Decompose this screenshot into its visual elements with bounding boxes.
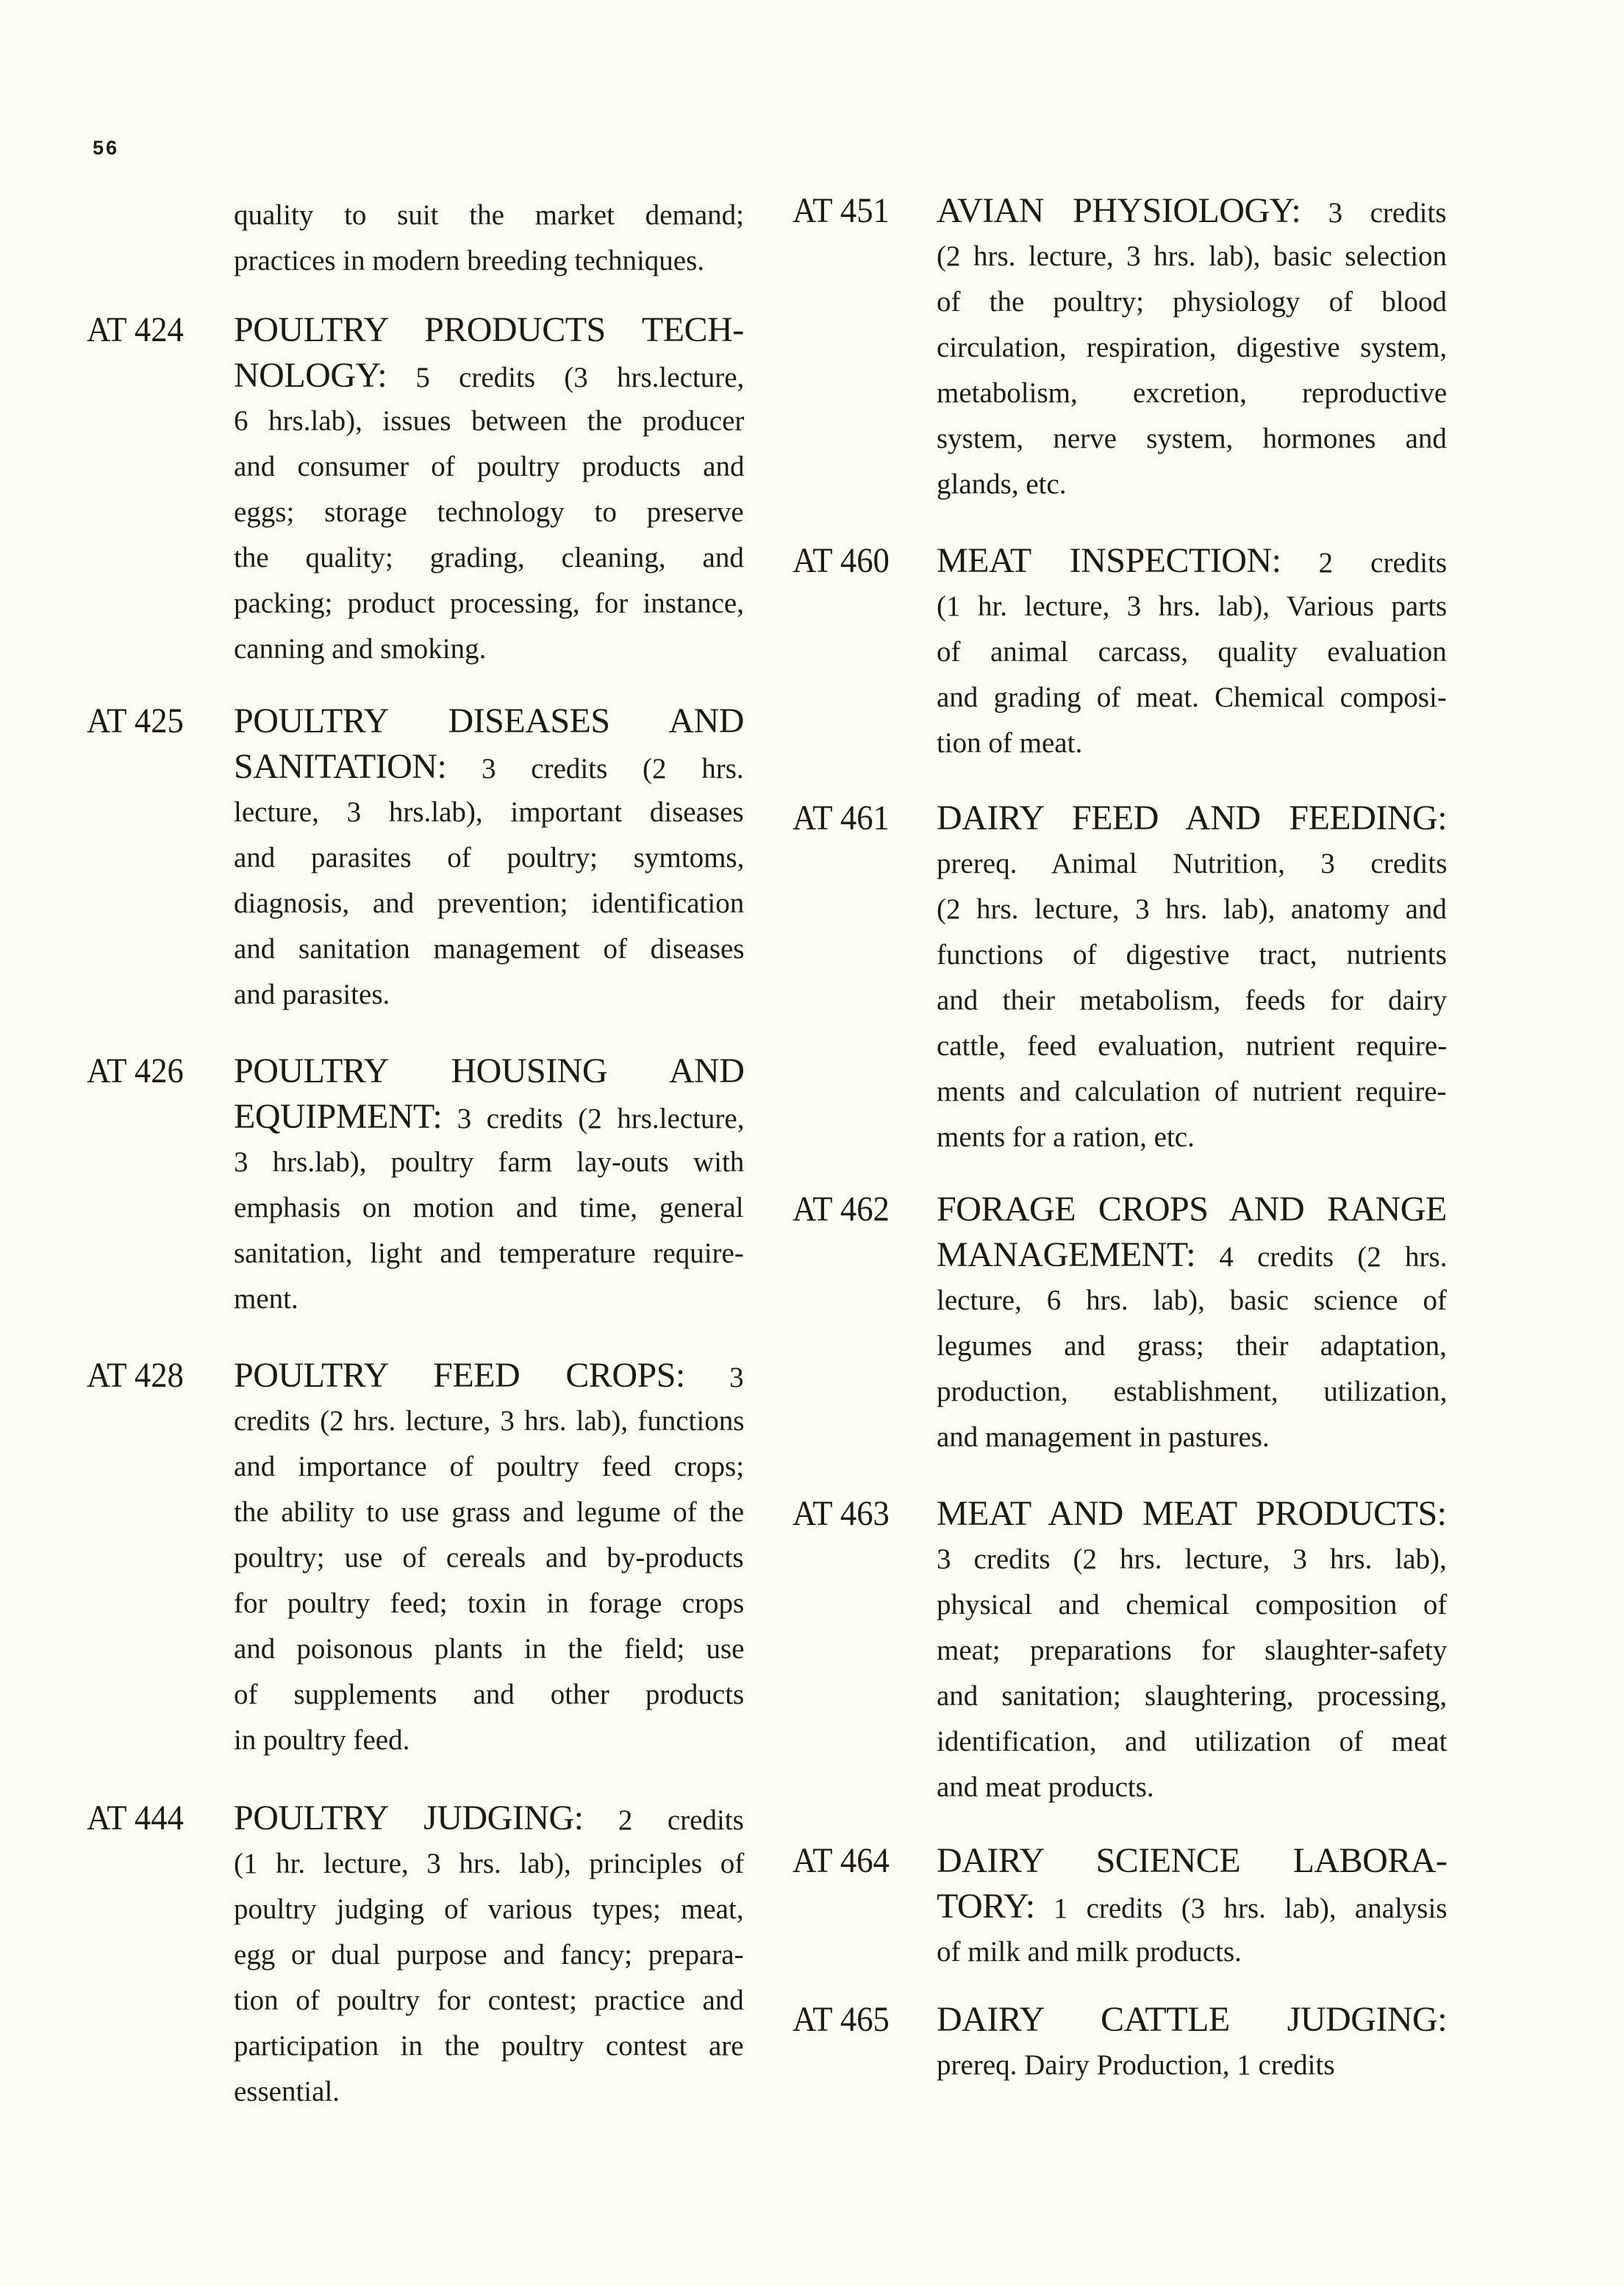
- course-description: [234, 1049, 744, 1322]
- course-credits: 3 credits (2 hrs.: [446, 753, 744, 785]
- course-body-text: and sanitation; slaughtering, processing,: [937, 1680, 1448, 1712]
- course-body-text: identification, and utilization of meat: [937, 1726, 1448, 1757]
- text-line: [234, 1140, 744, 1185]
- text-line: [937, 1765, 1447, 1810]
- course-title: POULTRY PRODUCTS TECH-: [234, 310, 744, 349]
- course-title: MANAGEMENT:: [937, 1235, 1196, 1274]
- text-line: [937, 1491, 1447, 1537]
- course-code: AT 451: [793, 191, 890, 230]
- course-body-text: meat; preparations for slaughter-safety: [937, 1635, 1448, 1666]
- course-code: AT 464: [793, 1841, 890, 1880]
- text-line: [937, 2043, 1447, 2088]
- course-code: AT 428: [87, 1356, 184, 1395]
- course-body-text: glands, etc.: [937, 468, 1067, 500]
- text-line: [234, 626, 744, 672]
- text-line: [937, 1719, 1447, 1765]
- course-code: AT 425: [87, 701, 184, 740]
- course-body-text: for poultry feed; toxin in forage crops: [234, 1587, 745, 1619]
- text-line: [937, 1929, 1447, 1975]
- course-credits: 2 credits: [1281, 547, 1448, 579]
- text-line: [234, 399, 744, 444]
- text-line: practices in modern breeding techniques.: [234, 245, 705, 276]
- text-line: [937, 1187, 1447, 1232]
- text-line: [234, 1841, 744, 1887]
- course-title: MEAT AND MEAT PRODUCTS:: [937, 1494, 1447, 1533]
- text-line: [234, 307, 744, 353]
- text-line: [234, 1353, 744, 1399]
- course-body-text: (2 hrs. lecture, 3 hrs. lab), anatomy and: [937, 893, 1447, 925]
- course-title: POULTRY FEED CROPS:: [234, 1356, 685, 1395]
- text-line: [234, 790, 744, 835]
- course-body-text: the ability to use grass and legume of the: [234, 1496, 745, 1528]
- text-line: [937, 1232, 1447, 1278]
- course-body-text: functions of digestive tract, nutrients: [937, 939, 1447, 971]
- course-body-text: in poultry feed.: [234, 1724, 410, 1756]
- course-credits: 4 credits (2 hrs.: [1195, 1241, 1448, 1273]
- course-title: POULTRY JUDGING:: [234, 1799, 584, 1837]
- text-line: [937, 978, 1447, 1024]
- course-description: [937, 1187, 1447, 1460]
- text-line: [234, 1490, 744, 1535]
- course-body-text: 3 hrs.lab), poultry farm lay-outs with: [234, 1146, 745, 1178]
- text-line: [937, 721, 1447, 766]
- course-title: POULTRY HOUSING AND: [234, 1051, 745, 1090]
- course-title: AVIAN PHYSIOLOGY:: [937, 191, 1301, 230]
- text-line: [234, 1672, 744, 1718]
- course-body-text: credits (2 hrs. lecture, 3 hrs. lab), functions: [234, 1405, 745, 1437]
- course-title: POULTRY DISEASES AND: [234, 701, 744, 740]
- text-line: [937, 325, 1447, 371]
- course-body-text: 6 hrs.lab), issues between the producer: [234, 405, 745, 437]
- text-line: [937, 279, 1447, 325]
- course-body-text: lecture, 3 hrs.lab), important diseases: [234, 796, 744, 828]
- course-body-text: cattle, feed evaluation, nutrient require-: [937, 1030, 1448, 1062]
- text-line: [234, 1094, 744, 1140]
- course-credits: 3 credits (2 hrs.lecture,: [442, 1103, 745, 1135]
- course-body-text: essential.: [234, 2076, 340, 2107]
- text-line: [937, 1069, 1447, 1115]
- text-line: [937, 1884, 1447, 1929]
- text-line: [234, 1535, 744, 1581]
- course-body-text: physical and chemical composition of: [937, 1589, 1448, 1621]
- text-line: [234, 581, 744, 626]
- text-line: [234, 1581, 744, 1626]
- course-body-text: the quality; grading, cleaning, and: [234, 542, 744, 574]
- text-line: [937, 1115, 1447, 1160]
- text-line: [937, 1838, 1447, 1884]
- course-body-text: and importance of poultry feed crops;: [234, 1451, 745, 1482]
- text-line: [937, 932, 1447, 978]
- course-body-text: of animal carcass, quality evaluation: [937, 636, 1447, 668]
- course-body-text: ment.: [234, 1283, 298, 1315]
- course-body-text: prereq. Dairy Production, 1 credits: [937, 2049, 1335, 2081]
- text-line: [234, 2024, 744, 2069]
- course-title: EQUIPMENT:: [234, 1097, 443, 1136]
- course-description: [937, 1997, 1447, 2088]
- course-body-text: lecture, 6 hrs. lab), basic science of: [937, 1285, 1448, 1316]
- text-line: [234, 353, 744, 399]
- course-description: [234, 1796, 744, 2115]
- course-body-text: of supplements and other products: [234, 1679, 745, 1710]
- course-body-text: of milk and milk products.: [937, 1936, 1242, 1968]
- text-line: [937, 188, 1447, 234]
- text-line: quality to suit the market demand;: [234, 199, 744, 231]
- text-line: [234, 1932, 744, 1978]
- course-body-text: (1 hr. lecture, 3 hrs. lab), Various parts: [937, 590, 1448, 622]
- course-credits: 2 credits: [583, 1804, 744, 1836]
- text-line: [937, 887, 1447, 932]
- course-body-text: ments and calculation of nutrient require-: [937, 1076, 1447, 1107]
- course-code: AT 462: [793, 1190, 890, 1229]
- text-line: [234, 1276, 744, 1322]
- course-body-text: and management in pastures.: [937, 1421, 1270, 1453]
- course-body-text: metabolism, excretion, reproductive: [937, 377, 1448, 409]
- course-code: AT 424: [87, 310, 184, 349]
- course-body-text: participation in the poultry contest are: [234, 2030, 744, 2062]
- text-line: [234, 2069, 744, 2115]
- text-line: [234, 535, 744, 581]
- course-title: NOLOGY:: [234, 356, 387, 395]
- course-credits: 1 credits (3 hrs. lab), analysis: [1034, 1893, 1448, 1924]
- course-credits: 5 credits (3 hrs.lecture,: [387, 362, 745, 393]
- text-line: [234, 699, 744, 744]
- text-line: [937, 1674, 1447, 1719]
- text-line: [234, 835, 744, 881]
- text-line: [937, 1997, 1447, 2043]
- text-line: [234, 490, 744, 535]
- text-line: [937, 1278, 1447, 1324]
- course-body-text: production, establishment, utilization,: [937, 1376, 1448, 1407]
- text-line: [234, 444, 744, 490]
- course-body-text: eggs; storage technology to preserve: [234, 496, 744, 528]
- course-code: AT 426: [87, 1051, 184, 1090]
- course-body-text: 3 credits (2 hrs. lecture, 3 hrs. lab),: [937, 1543, 1447, 1575]
- text-line: [937, 796, 1447, 841]
- course-description: [234, 307, 744, 672]
- text-line: [234, 1185, 744, 1231]
- text-line: [234, 1444, 744, 1490]
- text-line: [937, 1024, 1447, 1069]
- course-code: AT 465: [793, 2000, 890, 2039]
- course-body-text: sanitation, light and temperature require-: [234, 1237, 744, 1269]
- text-line: [234, 1978, 744, 2024]
- course-body-text: and consumer of poultry products and: [234, 451, 745, 482]
- course-body-text: legumes and grass; their adaptation,: [937, 1330, 1447, 1362]
- text-line: [234, 881, 744, 926]
- course-code: AT 444: [87, 1799, 184, 1837]
- course-body-text: and sanitation management of diseases: [234, 933, 745, 965]
- course-description: [937, 1838, 1447, 1975]
- course-body-text: of the poultry; physiology of blood: [937, 286, 1448, 318]
- text-line: [937, 584, 1447, 629]
- course-body-text: tion of meat.: [937, 727, 1083, 759]
- course-code: AT 460: [793, 541, 890, 580]
- course-body-text: packing; product processing, for instance,: [234, 587, 744, 619]
- text-line: [937, 1369, 1447, 1415]
- text-line: [234, 926, 744, 972]
- course-code: AT 461: [793, 799, 890, 837]
- course-title: MEAT INSPECTION:: [937, 541, 1281, 580]
- course-body-text: and poisonous plants in the field; use: [234, 1633, 745, 1665]
- course-body-text: and their metabolism, feeds for dairy: [937, 985, 1448, 1016]
- text-line: [234, 744, 744, 790]
- course-body-text: canning and smoking.: [234, 633, 487, 665]
- continuation-body: [234, 193, 744, 284]
- course-body-text: and grading of meat. Chemical composi-: [937, 682, 1447, 713]
- text-line: [937, 371, 1447, 416]
- course-title: DAIRY FEED AND FEEDING:: [937, 799, 1448, 837]
- text-line: [234, 1231, 744, 1276]
- text-line: [937, 1582, 1447, 1628]
- course-body-text: poultry judging of various types; meat,: [234, 1893, 744, 1925]
- text-line: [234, 1626, 744, 1672]
- course-body-text: system, nerve system, hormones and: [937, 423, 1447, 454]
- course-body-text: (2 hrs. lecture, 3 hrs. lab), basic selection: [937, 240, 1448, 272]
- course-body-text: and parasites.: [234, 979, 390, 1010]
- text-line: [937, 675, 1447, 721]
- text-line: [937, 538, 1447, 584]
- text-line: [937, 1324, 1447, 1369]
- course-title: FORAGE CROPS AND RANGE: [937, 1190, 1447, 1229]
- course-description: [937, 1491, 1447, 1810]
- course-body-text: prereq. Animal Nutrition, 3 credits: [937, 848, 1448, 879]
- text-line: [234, 1049, 744, 1094]
- course-title: DAIRY SCIENCE LABORA-: [937, 1841, 1448, 1880]
- course-code: AT 463: [793, 1494, 890, 1533]
- text-line: [937, 1628, 1447, 1674]
- course-body-text: and parasites of poultry; symtoms,: [234, 842, 745, 874]
- text-line: [937, 234, 1447, 279]
- course-description: [937, 796, 1447, 1160]
- course-body-text: diagnosis, and prevention; identification: [234, 887, 745, 919]
- course-description: [234, 1353, 744, 1763]
- course-description: [234, 699, 744, 1018]
- page-number: 56: [93, 137, 120, 159]
- text-line: [937, 841, 1447, 887]
- course-body-text: egg or dual purpose and fancy; prepara-: [234, 1939, 744, 1971]
- text-line: [937, 1415, 1447, 1460]
- course-body-text: emphasis on motion and time, general: [234, 1192, 744, 1224]
- course-title: SANITATION:: [234, 747, 447, 786]
- text-line: [937, 629, 1447, 675]
- text-line: [234, 1718, 744, 1763]
- course-body-text: tion of poultry for contest; practice and: [234, 1985, 744, 2016]
- text-line: [937, 416, 1447, 462]
- text-line: [937, 462, 1447, 507]
- course-credits: 3: [684, 1362, 744, 1393]
- course-title: TORY:: [937, 1887, 1035, 1926]
- text-line: [234, 1796, 744, 1841]
- course-body-text: ments for a ration, etc.: [937, 1121, 1195, 1153]
- course-description: [937, 538, 1447, 766]
- course-body-text: poultry; use of cereals and by-products: [234, 1542, 744, 1574]
- course-description: [937, 188, 1447, 507]
- text-line: [937, 1537, 1447, 1582]
- course-body-text: circulation, respiration, digestive system,: [937, 332, 1448, 363]
- text-line: [234, 1887, 744, 1932]
- course-body-text: (1 hr. lecture, 3 hrs. lab), principles of: [234, 1848, 745, 1879]
- course-title: DAIRY CATTLE JUDGING:: [937, 2000, 1448, 2039]
- text-line: [234, 972, 744, 1018]
- text-line: [234, 1399, 744, 1444]
- course-credits: 3 credits: [1301, 197, 1447, 229]
- course-body-text: and meat products.: [937, 1771, 1154, 1803]
